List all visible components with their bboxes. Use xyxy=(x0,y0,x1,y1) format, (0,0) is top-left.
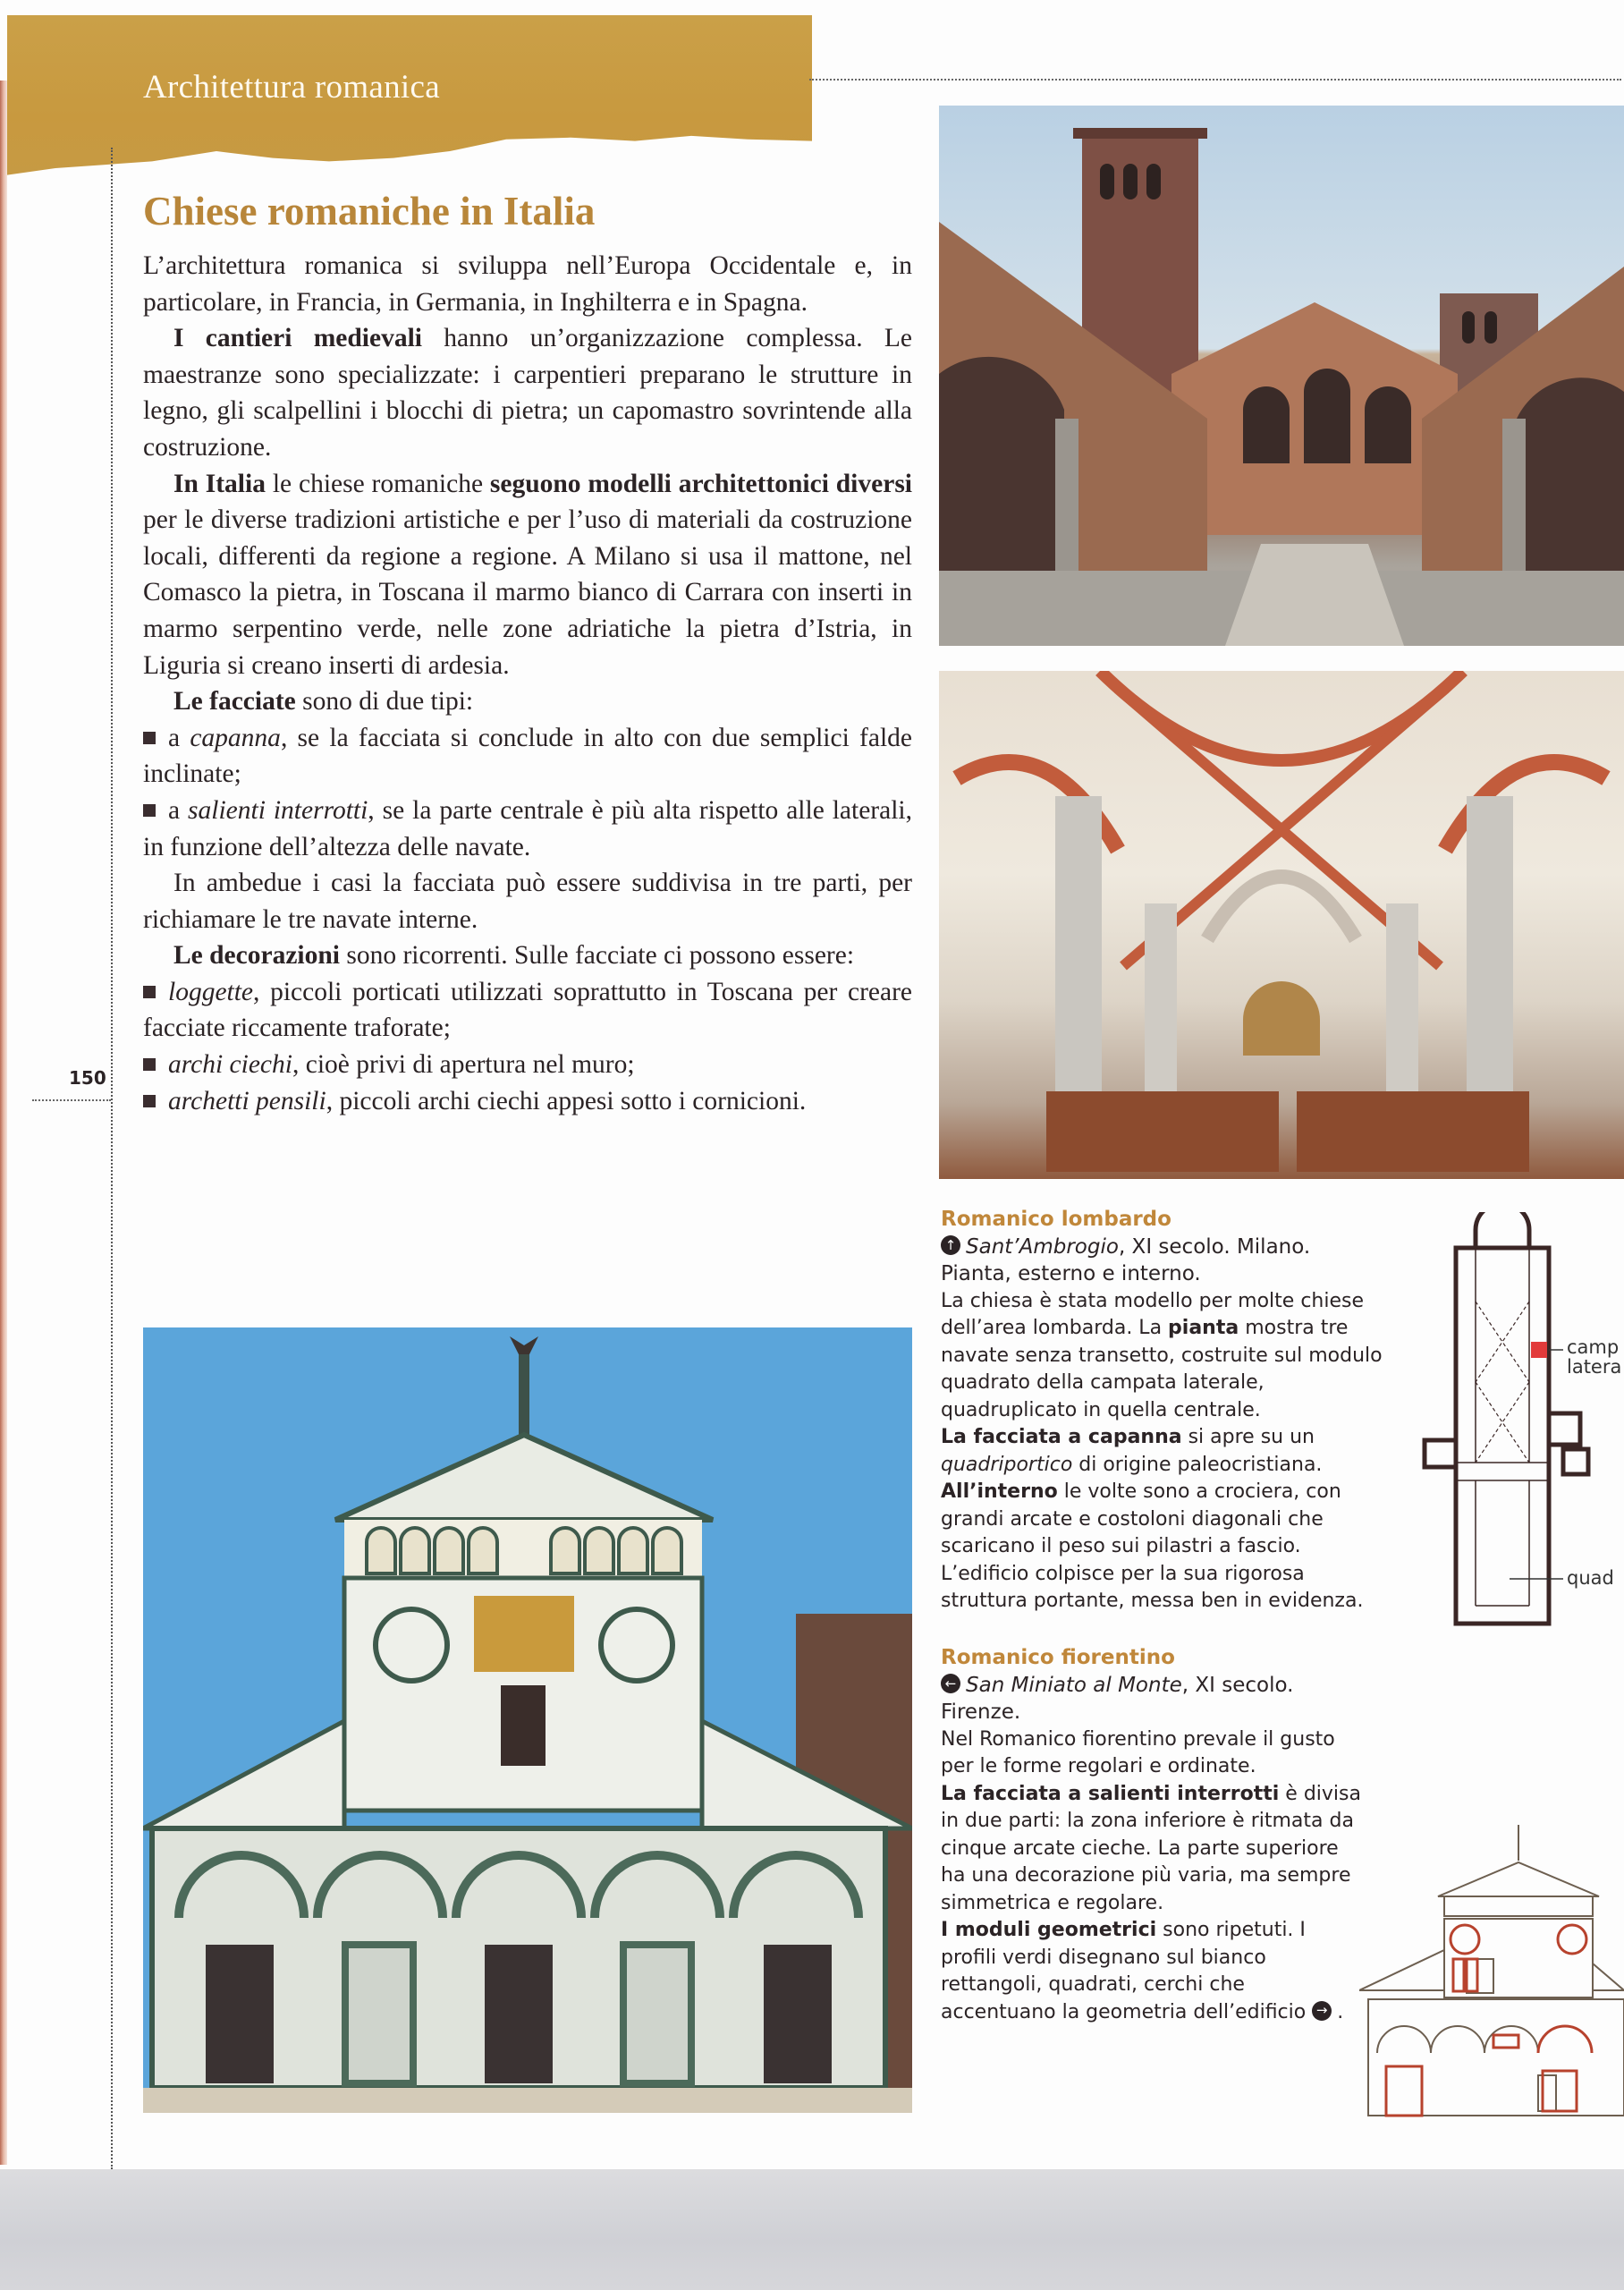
plan-chapel-left xyxy=(1425,1440,1456,1467)
body-text xyxy=(143,248,912,1119)
caption-title: ↑ Sant’Ambrogio, XI secolo. Milano. xyxy=(941,1234,1388,1261)
ground xyxy=(143,2088,912,2113)
chapter-title: Architettura romanica xyxy=(143,69,440,106)
tower-cornice xyxy=(1073,128,1207,139)
facade-arch xyxy=(1365,386,1411,463)
bullet-icon xyxy=(143,1095,156,1107)
column xyxy=(1055,419,1078,580)
campata-highlight xyxy=(1531,1342,1547,1358)
list-item: a capanna, se la facciata si conclude in alto con due semplici falde inclinate; xyxy=(143,723,912,789)
tower-window xyxy=(1484,311,1497,344)
loggia-arch xyxy=(435,1528,463,1573)
central-window xyxy=(501,1685,546,1766)
list-item: archetti pensili, piccoli archi ciechi appesi sotto i cornicioni. xyxy=(143,1083,912,1120)
drawing-lower xyxy=(1368,1999,1624,2116)
portal xyxy=(206,1945,274,2083)
san-miniato-illustration xyxy=(143,1327,912,2113)
tower-window xyxy=(1100,164,1114,199)
plan-chapel-right xyxy=(1549,1413,1580,1445)
courtyard-path xyxy=(1225,544,1404,646)
drawing-loggia xyxy=(1444,1896,1593,1916)
drawing-arch-red xyxy=(1538,2026,1592,2053)
paragraph-facciate: Le facciate sono di due tipi: xyxy=(173,687,474,717)
loggia-arch xyxy=(619,1528,647,1573)
portal xyxy=(485,1945,553,2083)
facade-arch xyxy=(1243,386,1290,463)
drawing-arch xyxy=(1377,2026,1431,2053)
drawing-window xyxy=(1467,1959,1493,1993)
list-item: archi ciechi, cioè privi di apertura nel muro; xyxy=(143,1047,912,1083)
drawing-pediment xyxy=(1438,1862,1599,1896)
bullet-icon xyxy=(143,804,156,817)
tower-window xyxy=(1146,164,1161,199)
loggia-arch xyxy=(585,1528,613,1573)
caption-body: Nel Romanico fiorentino prevale il gusto per le forme regolari e ordinate. La facciata a salienti interrotti è divisa in due parti: la zona inferiore è ritmata da cinque arcate cieche. La parte superiore ha una decorazione più varia, ma sempre simmetrica e regolare. I moduli geometrici sono ripetuti. I profili verdi disegnano sul bianco rettangoli, quadrati, cerchi che accentuano la geometria dell’edificio → . xyxy=(941,1727,1361,2023)
caption-title: ← San Miniato al Monte, XI secolo. xyxy=(941,1672,1388,1700)
paragraph-ambedue: In ambedue i casi la facciata può essere suddivisa in tre parti, per richiamare le tre navate interne. xyxy=(143,869,912,934)
drawing-panel-red xyxy=(1543,2071,1577,2111)
bullet-icon xyxy=(143,1058,156,1071)
portal xyxy=(764,1945,832,2083)
arrow-right-icon: → xyxy=(1312,2001,1332,2021)
bullet-icon xyxy=(143,732,156,744)
portico-arch xyxy=(1517,377,1624,571)
photo-san-miniato xyxy=(143,1327,912,2113)
apse xyxy=(1243,981,1320,1056)
page-binding-edge xyxy=(0,81,7,2165)
plan-label-campata: camp latera xyxy=(1567,1336,1622,1378)
san-miniato-elevation-drawing xyxy=(1359,1816,1624,2120)
caption-romanico-lombardo xyxy=(941,1206,1388,1616)
drawing-arch xyxy=(1431,2026,1484,2053)
sant-ambrogio-exterior-illustration xyxy=(939,106,1624,646)
caption-subtitle: Pianta, esterno e interno. xyxy=(941,1262,1201,1285)
elevation-drawing xyxy=(1359,1816,1624,2120)
bullet-icon xyxy=(143,986,156,998)
caption-heading: Romanico lombardo xyxy=(941,1208,1171,1231)
drawing-arch xyxy=(1538,2026,1592,2053)
panel xyxy=(345,1945,413,2083)
drawing-rosette-red xyxy=(1558,1925,1586,1954)
tower-window xyxy=(1123,164,1138,199)
caption-heading: Romanico fiorentino xyxy=(941,1646,1175,1669)
photo-sant-ambrogio-exterior xyxy=(939,106,1624,646)
sant-ambrogio-interior-illustration xyxy=(939,671,1624,1179)
paragraph-decorazioni: Le decorazioni sono ricorrenti. Sulle facciate ci possono essere: xyxy=(173,941,855,971)
section-title: Chiese romaniche in Italia xyxy=(143,189,596,233)
paragraph-cantieri: I cantieri medievali hanno un’organizzazione complessa. Le maestranze sono specializzate: i carpentieri preparano le strutture in legno, gli scalpellini i blocchi di pietra; un capomastro sovrintende alla costruzione. xyxy=(143,324,912,462)
plan-chapel-right-2 xyxy=(1563,1449,1588,1474)
caption-romanico-fiorentino xyxy=(941,1644,1388,2026)
plan-outline xyxy=(1456,1248,1549,1624)
page-number: 150 xyxy=(69,1067,106,1089)
drawing-rosette-red xyxy=(1451,1925,1479,1954)
photo-sant-ambrogio-interior xyxy=(939,671,1624,1179)
paragraph-italia: In Italia le chiese romaniche seguono modelli architettonici diversi per le diverse tradizioni artistiche e per l’uso di materiali da costruzione locali, differenti da regione a regione. A Milano si usa il mattone, nel Comasco la pietra, in Toscana il marmo bianco di Carrara con inserti in marmo serpentino verde, nelle zone adriatiche la pietra d’Istria, in Liguria si creano inserti di ardesia. xyxy=(143,469,912,680)
list-item: loggette, piccoli porticati utilizzati soprattutto in Toscana per creare facciate riccamente traforate; xyxy=(143,977,912,1043)
pews-left xyxy=(1046,1091,1279,1172)
drawing-panel-red xyxy=(1453,1959,1464,1991)
list-item: a salienti interrotti, se la parte centrale è più alta rispetto alle laterali, in funzione dell’altezza delle navate. xyxy=(143,795,912,861)
loggia-arch xyxy=(653,1528,681,1573)
page-number-rule xyxy=(32,1099,111,1101)
top-rule xyxy=(809,79,1621,81)
drawing-panel-red xyxy=(1467,1959,1477,1991)
transverse-arch xyxy=(1207,877,1356,939)
loggia-arch xyxy=(367,1528,395,1573)
loggia-arch xyxy=(469,1528,497,1573)
drawing-loggia-red xyxy=(1493,2035,1518,2048)
caption-subtitle: Firenze. xyxy=(941,1701,1021,1724)
caption-body: La chiesa è stata modello per molte chiese dell’area lombarda. La pianta mostra tre navate senza transetto, costruite sul modulo quadrato della campata laterale, quadruplicato in quella centrale. La facciata a capanna si apre su un quadriportico di origine paleocristiana. All’interno le volte sono a crociera, con grandi arcate e costoloni diagonali che scaricano il peso sui pilastri a fascio. L’edificio colpisce per la sua rigorosa struttura portante, messa ben in evidenza. xyxy=(941,1289,1383,1612)
loggia-arch xyxy=(551,1528,579,1573)
pews-right xyxy=(1297,1091,1529,1172)
facade-arch xyxy=(1304,369,1350,463)
tower-window xyxy=(1462,311,1475,344)
panel xyxy=(623,1945,691,2083)
paragraph-intro: L’architettura romanica si sviluppa nell’Europa Occidentale e, in particolare, in Francia, in Germania, in Inghilterra e in Spagna. xyxy=(143,251,912,317)
arrow-up-icon: ↑ xyxy=(941,1235,960,1255)
loggia-arch xyxy=(401,1528,429,1573)
portico-arch xyxy=(939,357,1064,571)
drawing-slope-left xyxy=(1359,1950,1444,1990)
plan-label-quadriportico: quad xyxy=(1567,1567,1614,1589)
scanner-margin xyxy=(0,2169,1624,2290)
sant-ambrogio-floor-plan xyxy=(1420,1212,1624,1641)
mosaic xyxy=(474,1596,574,1672)
drawing-panel xyxy=(1538,2075,1556,2111)
plan-apse xyxy=(1476,1212,1529,1248)
drawing-door-red xyxy=(1386,2066,1422,2116)
column xyxy=(1502,419,1526,580)
drawing-slope-right xyxy=(1593,1963,1624,1990)
arrow-left-icon: ← xyxy=(941,1674,960,1693)
margin-rule xyxy=(111,148,113,2169)
